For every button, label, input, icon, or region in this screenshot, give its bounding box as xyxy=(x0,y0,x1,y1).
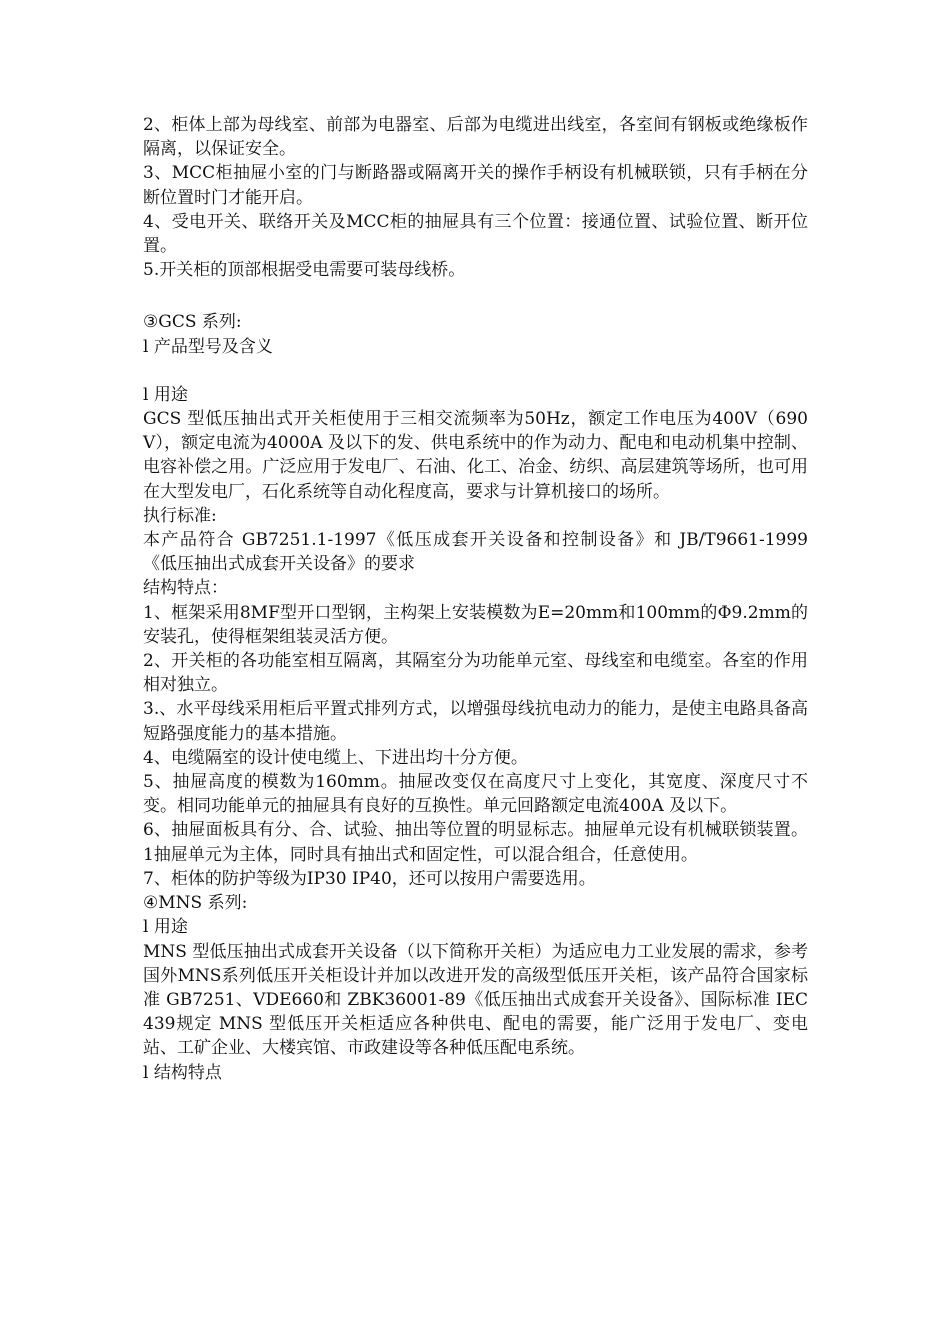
mns-structure-label: l 结构特点 xyxy=(143,1062,222,1083)
gcs-feature-6: 6、抽屉面板具有分、合、试验、抽出等位置的明显标志。抽屉单元设有机械联锁装置。1抽屉单元为主体，同时具有抽出式和固定性，可以混合组合，任意使用。 xyxy=(143,820,808,865)
gcs-usage-label: l 用途 xyxy=(143,384,188,405)
spacer xyxy=(143,359,808,383)
gcs-feature-7: 7、柜体的防护等级为IP30 IP40，还可以按用户需要选用。 xyxy=(143,868,596,889)
gcs-feature-2: 2、开关柜的各功能室相互隔离，其隔室分为功能单元室、母线室和电缆室。各室的作用相对独立。 xyxy=(143,651,808,696)
gcs-standard-text: 本产品符合 GB7251.1-1997《低压成套开关设备和控制设备》和 JB/T9661-1999《低压抽出式成套开关设备》的要求 xyxy=(143,530,808,575)
spacer xyxy=(143,282,808,310)
section1-item-3: 3、MCC柜抽屉小室的门与断路器或隔离开关的操作手柄设有机械联锁，只有手柄在分断位置时门才能开启。 xyxy=(143,163,808,208)
mns-usage-text: MNS 型低压抽出式成套开关设备（以下简称开关柜）为适应电力工业发展的需求，参考国外MNS系列低压开关柜设计并加以改进开发的高级型低压开关柜，该产品符合国家标准 GB7251、VDE660和 ZBK36001-89《低压抽出式成套开关设备》、国际标准 IEC439规定 MNS 型低压开关柜适应各种供电、配电的需要，能广泛用于发电厂、变电站、工矿企业、大楼宾馆、市政建设等各种低压配电系统。 xyxy=(143,941,808,1059)
gcs-model-label: l 产品型号及含义 xyxy=(143,336,273,357)
section1-item-4: 4、受电开关、联络开关及MCC柜的抽屉具有三个位置：接通位置、试验位置、断开位置。 xyxy=(143,211,808,257)
gcs-features-label: 结构特点： xyxy=(143,578,228,599)
mns-usage-label: l 用途 xyxy=(143,917,188,938)
section1-item-2: 2、柜体上部为母线室、前部为电器室、后部为电缆进出线室，各室间有钢板或绝缘板作隔离，以保证安全。 xyxy=(143,115,808,160)
gcs-heading: ③GCS 系列: xyxy=(143,312,242,333)
gcs-feature-4: 4、电缆隔室的设计使电缆上、下进出均十分方便。 xyxy=(143,747,528,768)
gcs-feature-5: 5、抽屉高度的模数为160mm。抽屉改变仅在高度尺寸上变化，其宽度、深度尺寸不变。相同功能单元的抽屉具有良好的互换性。单元回路额定电流400A 及以下。 xyxy=(143,772,808,817)
gcs-usage-text: GCS 型低压抽出式开关柜使用于三相交流频率为50Hz，额定工作电压为400V（690V），额定电流为4000A 及以下的发、供电系统中的作为动力、配电和电动机集中控制、电容补偿之用。广泛应用于发电厂、石油、化工、冶金、纺织、高层建筑等场所，也可用在大型发电厂，石化系统等自动化程度高，要求与计算机接口的场所。 xyxy=(143,409,808,502)
mns-heading: ④MNS 系列: xyxy=(143,893,248,914)
gcs-feature-1: 1、框架采用8MF型开口型钢，主构架上安装模数为E=20mm和100mm的Φ9.2mm的安装孔，使得框架组装灵活方便。 xyxy=(143,602,808,647)
document-page xyxy=(143,113,808,1085)
section1-item-5: 5.开关柜的顶部根据受电需要可装母线桥。 xyxy=(143,260,466,281)
gcs-standard-label: 执行标准: xyxy=(143,505,217,526)
gcs-feature-3: 3.、水平母线采用柜后平置式排列方式，以增强母线抗电动力的能力，是使主电路具备高短路强度能力的基本措施。 xyxy=(143,699,808,744)
